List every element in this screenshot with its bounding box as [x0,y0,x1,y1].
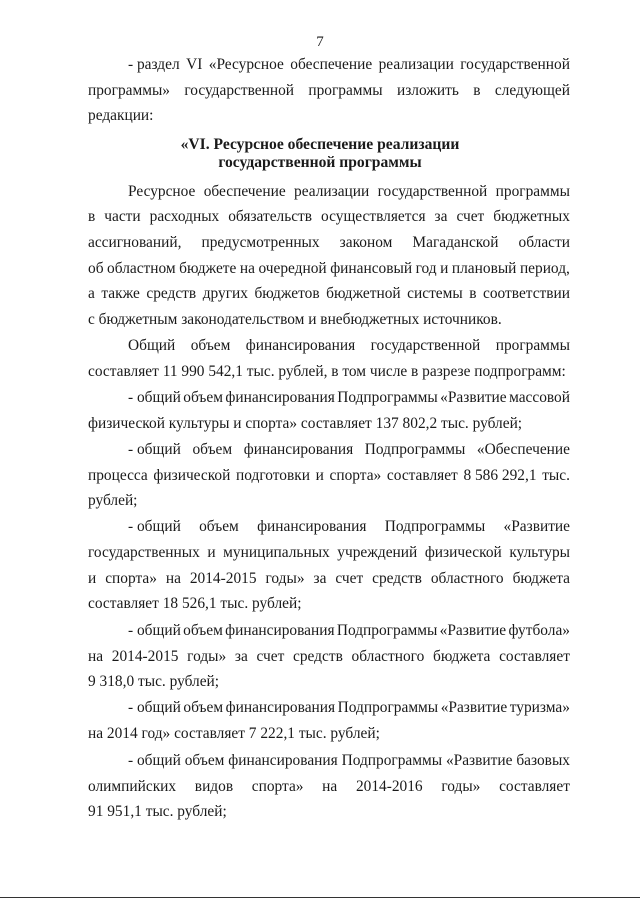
word: плановый [451,260,517,277]
word: финансирования [228,752,338,769]
word: за [234,648,248,665]
word: финансирования [243,441,354,458]
word: в [88,208,96,225]
word: - общий [128,622,181,639]
word: на [322,778,338,795]
word: государственной [184,82,295,99]
page-number: 7 [316,34,324,50]
word: составляет 18 526,1 тыс. рублей; [88,595,302,612]
word: - общий [128,518,181,535]
word: средств [372,570,422,587]
word: массовой [509,389,570,406]
word: обеспечение [203,183,286,200]
word: бюджетов [254,285,320,302]
word: в [473,82,481,99]
word: культуры [509,544,570,561]
word: Подпрограммы [337,699,439,716]
word: программы [308,82,383,99]
word: 9 318,0 тыс. рублей; [88,673,220,690]
text-line [128,752,570,770]
text-line [128,441,570,459]
word: финансовый [330,260,413,277]
word: годы» [187,648,227,665]
word: «Развитие [440,699,508,716]
word: бюджете [179,260,237,277]
word: изложить [396,82,459,99]
text-line [128,622,570,640]
word: Подпрограммы [384,518,486,535]
text-line [88,260,570,278]
word: расходных [149,208,220,225]
text-line [128,337,570,355]
text-line [88,673,570,691]
word: олимпийских [88,778,177,795]
word: системы [407,285,463,302]
word: и [315,467,324,484]
word: составляет [499,648,570,665]
text-line [88,803,570,821]
word: на [239,260,255,277]
word: рублей; [88,492,138,509]
word: бюджета [512,570,570,587]
word: с бюджетным законодательством и внебюджетных источников. [88,311,502,328]
word: области [518,234,570,251]
text-line [88,311,570,329]
word: очередной [258,260,327,277]
word: счет [256,648,285,665]
word: программы» [88,82,170,99]
word: спорта» [329,467,382,484]
text-line [88,285,570,303]
word: годы» [265,570,305,587]
section-heading-line-2: государственной программы [218,154,422,171]
word: следующей [494,82,570,99]
word: в [469,285,477,302]
word: «Развитие [503,518,570,535]
word: на [88,648,104,665]
word: 2014-2016 [355,778,423,795]
word: спорта» [251,778,304,795]
word: средств [146,285,197,302]
word: финансирования [225,622,335,639]
text-line [128,183,570,201]
word: финансирования [257,518,367,535]
word: Подпрограммы [364,441,466,458]
word: государственных [88,544,200,561]
word: физической [424,544,502,561]
text-line [88,234,570,252]
word: реализации [294,183,370,200]
word: физической культуры и спорта» составляет 137 802,2 тыс. рублей; [88,415,523,432]
text-line [88,648,570,666]
word: тыс. [542,467,570,484]
word: соответствии [483,285,570,302]
word: финансирования [225,389,335,406]
word: обеспечение [290,56,373,73]
word: базовых [516,752,570,769]
word: бюджетных [493,208,570,225]
word: государственной [377,183,488,200]
word: счет [335,570,364,587]
word: также [101,285,140,302]
word: ассигнований, [88,234,182,251]
word: областном [107,260,176,277]
word: «Развитие [439,622,507,639]
text-line [88,467,570,485]
word: - общий [128,699,181,716]
text-line [128,518,570,536]
word: «Ресурсное [208,56,284,73]
word: за [434,208,448,225]
word: законом [339,234,393,251]
word: Подпрограммы [337,389,438,406]
word: других [202,285,248,302]
text-line [88,595,570,613]
word: бюджетной [326,285,401,302]
word: областного [430,570,504,587]
text-line [88,82,570,100]
word: а [88,285,95,302]
text-line [88,492,570,510]
text-line [128,56,570,74]
word: бюджета [433,648,491,665]
word: муниципальных [223,544,330,561]
text-line [128,699,570,717]
word: VI [186,56,203,73]
word: составляет [499,778,570,795]
word: период, [519,260,570,277]
word: за [313,570,327,587]
word: Подпрограммы [341,752,443,769]
word: процесса [88,467,148,484]
word: объем [199,518,239,535]
word: - общий [128,441,181,458]
word: и [88,570,97,587]
word: программы [495,337,570,354]
word: - раздел [128,56,180,73]
word: областного [351,648,425,665]
word: - общий [128,389,181,406]
word: объем [183,389,223,406]
word: финансирования [245,337,356,354]
text-line [88,725,570,743]
word: на [165,570,181,587]
text-line [88,570,570,588]
word: - общий [128,752,181,769]
word: 2014-2015 [189,570,257,587]
word: Ресурсное [128,183,196,200]
word: предусмотренных [201,234,320,251]
section-heading-line-1: «VI. Ресурсное обеспечение реализации [180,136,460,153]
word: учреждений [337,544,418,561]
text-line [88,363,570,381]
word: государственной [460,56,570,73]
word: объем [192,441,233,458]
text-line [88,778,570,796]
word: подготовки [236,467,310,484]
word: 8 586 292,1 [463,467,537,484]
word: год [415,260,437,277]
word: средств [293,648,343,665]
word: осуществляется [321,208,426,225]
word: обязательств [228,208,313,225]
text-line [88,415,570,433]
word: составляет 11 990 542,1 тыс. рублей, в том числе в разрезе подпрограмм: [88,363,566,380]
word: об [88,260,104,277]
text-line [88,107,570,125]
word: на 2014 год» составляет 7 222,1 тыс. рублей; [88,725,380,742]
word: «Обеспечение [476,441,570,458]
word: «Развитие [445,752,513,769]
word: объем [183,699,224,716]
word: годы» [441,778,481,795]
word: 91 951,1 тыс. рублей; [88,803,227,820]
word: программы [495,183,570,200]
word: Магаданской [412,234,499,251]
text-line [88,544,570,562]
word: Общий [128,337,176,354]
word: и [440,260,449,277]
word: Подпрограммы [336,622,438,639]
text-line [128,389,570,407]
text-line [88,208,570,226]
word: физической [153,467,231,484]
word: футбола» [508,622,570,639]
word: счет [456,208,485,225]
word: спорта» [105,570,157,587]
word: объем [183,622,223,639]
word: туризма» [509,699,570,716]
word: видов [194,778,234,795]
word: объем [184,752,225,769]
word: 2014-2015 [111,648,179,665]
footer-rule [0,897,640,898]
word: и [207,544,216,561]
word: объем [190,337,231,354]
word: составляет [386,467,458,484]
word: редакции: [88,107,154,124]
word: части [104,208,141,225]
word: финансирования [225,699,336,716]
word: реализации [378,56,454,73]
word: государственной [370,337,481,354]
word: «Развитие [440,389,507,406]
